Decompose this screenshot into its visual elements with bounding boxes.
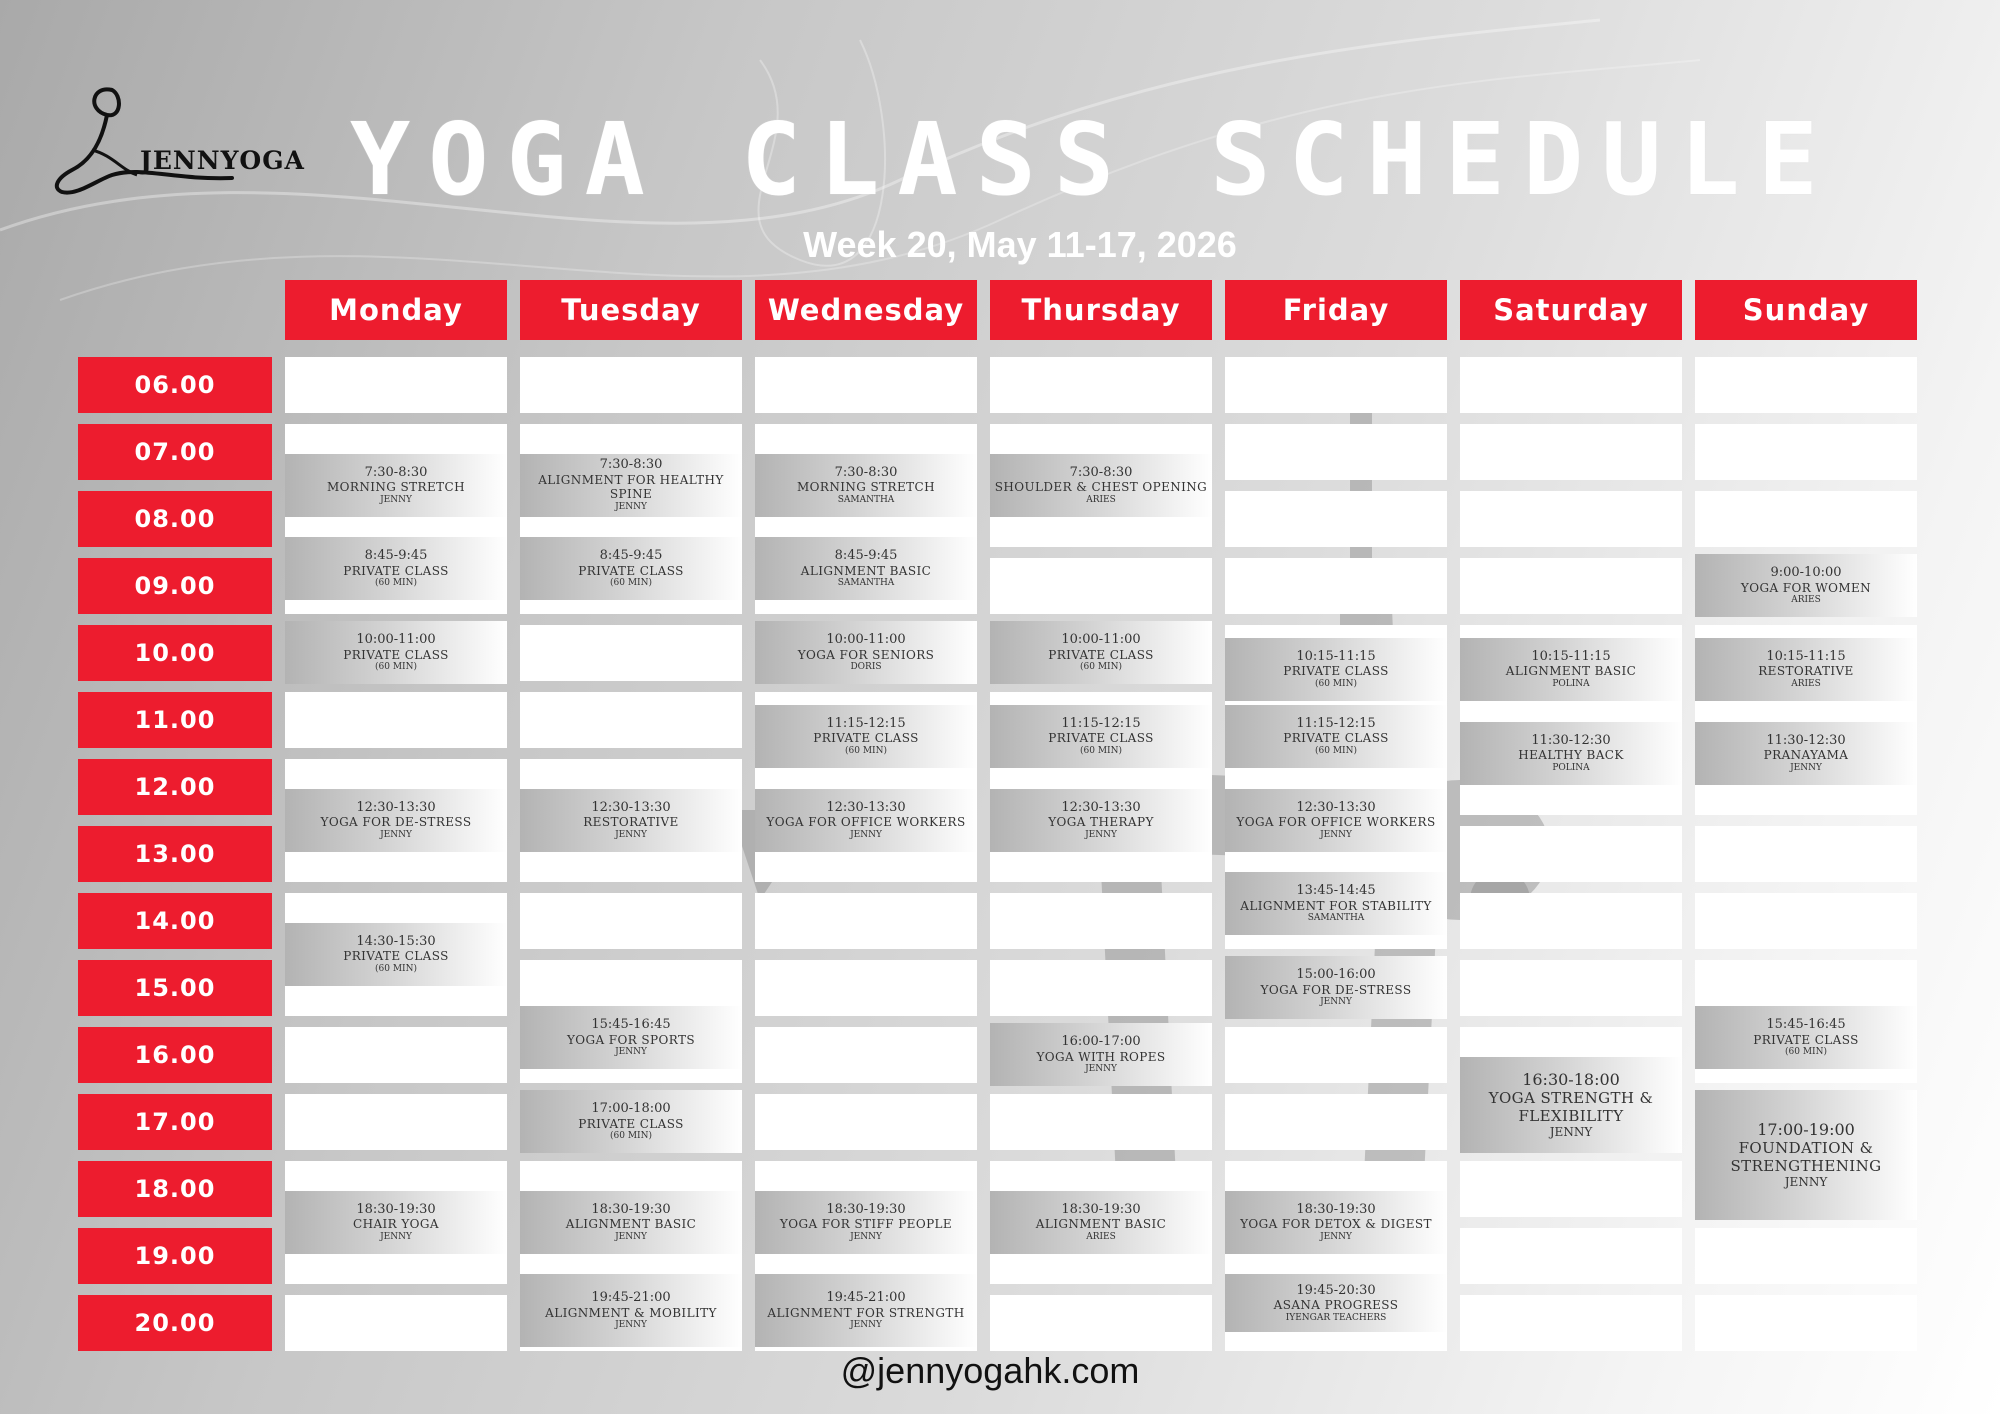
schedule-cell (1695, 893, 1917, 949)
time-label: 10.00 (78, 625, 272, 681)
class-name: PRIVATE CLASS (1048, 731, 1154, 746)
class-name: YOGA FOR STIFF PEOPLE (779, 1217, 953, 1232)
class-time: 10:15-11:15 (1766, 648, 1846, 664)
time-label: 06.00 (78, 357, 272, 413)
class-detail: JENNY (615, 1231, 647, 1242)
class-time: 15:45-16:45 (591, 1017, 671, 1033)
schedule-cell (1695, 1295, 1917, 1351)
class-block[interactable] (1225, 638, 1447, 701)
schedule-cell (755, 1027, 977, 1083)
class-detail: SAMANTHA (837, 494, 895, 505)
schedule-cell (285, 357, 507, 413)
class-time: 19:45-21:00 (826, 1290, 906, 1306)
class-time: 10:15-11:15 (1531, 648, 1611, 664)
class-block[interactable] (755, 621, 977, 684)
class-time: 8:45-9:45 (599, 548, 663, 564)
class-name: PRIVATE CLASS (1283, 731, 1389, 746)
class-block[interactable] (520, 537, 742, 600)
class-name: YOGA THERAPY (1048, 815, 1154, 830)
class-name: RESTORATIVE (1758, 664, 1854, 679)
class-time: 9:00-10:00 (1770, 565, 1842, 581)
class-name: PRANAYAMA (1763, 748, 1849, 763)
class-detail: JENNY (380, 829, 412, 840)
class-block[interactable] (1695, 554, 1917, 617)
schedule-cell (1225, 424, 1447, 480)
class-block[interactable] (1695, 1090, 1917, 1220)
class-time: 15:00-16:00 (1296, 967, 1376, 983)
class-block[interactable] (285, 923, 507, 986)
time-label: 09.00 (78, 558, 272, 614)
class-detail: JENNY (850, 1320, 882, 1331)
schedule-cell (285, 1027, 507, 1083)
schedule-cell (1460, 424, 1682, 480)
class-detail: JENNY (615, 1047, 647, 1058)
class-detail: ARIES (1791, 678, 1821, 689)
class-detail: JENNY (1549, 1125, 1593, 1140)
class-time: 12:30-13:30 (356, 799, 436, 815)
class-detail: JENNY (380, 1231, 412, 1242)
class-time: 10:15-11:15 (1296, 648, 1376, 664)
class-name: YOGA FOR DETOX & DIGEST (1240, 1217, 1432, 1232)
class-time: 17:00-19:00 (1757, 1120, 1855, 1140)
time-label: 15.00 (78, 960, 272, 1016)
schedule-cell (755, 1094, 977, 1150)
class-name: PRIVATE CLASS (578, 1116, 684, 1131)
class-time: 12:30-13:30 (591, 799, 671, 815)
class-name: MORNING STRETCH (327, 480, 465, 495)
class-name: ALIGNMENT FOR STRENGTH (767, 1305, 965, 1320)
page-title: YOGA CLASS SCHEDULE (350, 101, 1836, 218)
schedule-cell (1460, 491, 1682, 547)
class-time: 10:00-11:00 (826, 632, 906, 648)
time-label: 19.00 (78, 1228, 272, 1284)
class-block[interactable] (1695, 1006, 1917, 1069)
class-name: MORNING STRETCH (797, 480, 935, 495)
time-label: 16.00 (78, 1027, 272, 1083)
class-detail: (60 MIN) (845, 745, 887, 756)
class-time: 8:45-9:45 (834, 548, 898, 564)
class-name: YOGA FOR SPORTS (566, 1032, 696, 1047)
class-detail: JENNY (1085, 829, 1117, 840)
schedule-cell (1460, 357, 1682, 413)
schedule-cell (1460, 960, 1682, 1016)
class-name: YOGA FOR WOMEN (1740, 580, 1872, 595)
class-time: 12:30-13:30 (1296, 799, 1376, 815)
class-detail: (60 MIN) (1080, 662, 1122, 673)
class-name: PRIVATE CLASS (1283, 664, 1389, 679)
class-detail: ARIES (1086, 494, 1116, 505)
class-name: FOUNDATION & STRENGTHENING (1730, 1139, 1882, 1176)
class-detail: SAMANTHA (837, 578, 895, 589)
class-block[interactable] (1695, 638, 1917, 701)
schedule-cell (285, 692, 507, 748)
class-block[interactable] (520, 1191, 742, 1254)
class-detail: IYENGAR TEACHERS (1285, 1312, 1387, 1323)
class-time: 16:00-17:00 (1061, 1034, 1141, 1050)
day-header-friday: Friday (1225, 280, 1447, 340)
class-detail: (60 MIN) (1785, 1047, 1827, 1058)
class-name: ASANA PROGRESS (1273, 1298, 1399, 1313)
class-time: 18:30-19:30 (356, 1201, 436, 1217)
schedule-cell (520, 893, 742, 949)
class-name: CHAIR YOGA (353, 1217, 439, 1232)
class-detail: JENNY (615, 501, 647, 512)
day-header-thursday: Thursday (990, 280, 1212, 340)
class-name: YOGA WITH ROPES (1036, 1049, 1166, 1064)
schedule-cell (755, 960, 977, 1016)
class-detail: (60 MIN) (1315, 745, 1357, 756)
class-block[interactable] (1225, 956, 1447, 1019)
class-time: 7:30-8:30 (599, 457, 663, 473)
class-time: 13:45-14:45 (1296, 883, 1376, 899)
class-block[interactable] (990, 1023, 1212, 1086)
class-name: PRIVATE CLASS (578, 563, 684, 578)
class-block[interactable] (1460, 722, 1682, 785)
schedule-cell (1225, 558, 1447, 614)
schedule-cell (1225, 1027, 1447, 1083)
class-block[interactable] (755, 705, 977, 768)
schedule-cell (990, 1295, 1212, 1351)
class-name: PRIVATE CLASS (343, 563, 449, 578)
class-detail: (60 MIN) (610, 1131, 652, 1142)
class-time: 17:00-18:00 (591, 1101, 671, 1117)
logo-text: JENNYOGA (140, 146, 305, 175)
class-time: 11:30-12:30 (1766, 732, 1846, 748)
class-name: PRIVATE CLASS (1753, 1032, 1859, 1047)
class-block[interactable] (520, 1006, 742, 1069)
schedule-cell (1225, 357, 1447, 413)
class-name: PRIVATE CLASS (813, 731, 919, 746)
schedule-cell (1695, 826, 1917, 882)
schedule-cell (755, 357, 977, 413)
class-block[interactable] (1225, 705, 1447, 768)
class-block[interactable] (1225, 872, 1447, 935)
class-detail: (60 MIN) (375, 963, 417, 974)
time-label: 13.00 (78, 826, 272, 882)
class-time: 11:30-12:30 (1531, 732, 1611, 748)
class-time: 10:00-11:00 (356, 632, 436, 648)
class-time: 18:30-19:30 (826, 1201, 906, 1217)
class-name: YOGA FOR OFFICE WORKERS (1236, 815, 1436, 830)
class-block[interactable] (755, 454, 977, 517)
time-label: 18.00 (78, 1161, 272, 1217)
class-detail: (60 MIN) (610, 578, 652, 589)
class-block[interactable] (1460, 1057, 1682, 1154)
class-name: YOGA FOR DE-STRESS (320, 815, 472, 830)
schedule-cell (1460, 1295, 1682, 1351)
time-label: 17.00 (78, 1094, 272, 1150)
class-detail: (60 MIN) (375, 662, 417, 673)
class-detail: JENNY (1790, 762, 1822, 773)
class-name: YOGA FOR OFFICE WORKERS (766, 815, 966, 830)
schedule-cell (990, 558, 1212, 614)
schedule-cell (1460, 826, 1682, 882)
class-block[interactable] (755, 1274, 977, 1347)
schedule-cell (1695, 1228, 1917, 1284)
class-time: 19:45-20:30 (1296, 1282, 1376, 1298)
time-label: 12.00 (78, 759, 272, 815)
class-detail: (60 MIN) (1080, 745, 1122, 756)
class-name: ALIGNMENT BASIC (1505, 664, 1637, 679)
day-header-saturday: Saturday (1460, 280, 1682, 340)
schedule-cell (1460, 893, 1682, 949)
class-detail: DORIS (850, 662, 882, 673)
class-detail: (60 MIN) (375, 578, 417, 589)
schedule-cell (285, 1094, 507, 1150)
class-name: SHOULDER & CHEST OPENING (994, 480, 1208, 495)
class-name: ALIGNMENT BASIC (565, 1217, 697, 1232)
class-block[interactable] (520, 1274, 742, 1347)
class-time: 7:30-8:30 (1069, 464, 1133, 480)
class-name: HEALTHY BACK (1518, 748, 1624, 763)
class-detail: JENNY (1085, 1064, 1117, 1075)
class-block[interactable] (285, 621, 507, 684)
class-block[interactable] (755, 537, 977, 600)
class-name: PRIVATE CLASS (343, 647, 449, 662)
class-block[interactable] (990, 705, 1212, 768)
class-name: PRIVATE CLASS (1048, 647, 1154, 662)
class-time: 8:45-9:45 (364, 548, 428, 564)
class-detail: POLINA (1552, 762, 1590, 773)
class-time: 18:30-19:30 (1061, 1201, 1141, 1217)
schedule-cell (1225, 1094, 1447, 1150)
class-block[interactable] (1695, 722, 1917, 785)
day-header-tuesday: Tuesday (520, 280, 742, 340)
class-time: 14:30-15:30 (356, 933, 436, 949)
class-detail: JENNY (380, 494, 412, 505)
class-name: YOGA FOR SENIORS (797, 647, 935, 662)
class-name: ALIGNMENT BASIC (1035, 1217, 1167, 1232)
class-time: 15:45-16:45 (1766, 1017, 1846, 1033)
schedule-cell (285, 1295, 507, 1351)
class-detail: JENNY (615, 1320, 647, 1331)
class-block[interactable] (990, 454, 1212, 517)
day-header-monday: Monday (285, 280, 507, 340)
week-subtitle: Week 20, May 11-17, 2026 (803, 224, 1237, 265)
class-detail: SAMANTHA (1307, 913, 1365, 924)
schedule-cell (990, 357, 1212, 413)
class-block[interactable] (520, 1090, 742, 1153)
class-time: 18:30-19:30 (1296, 1201, 1376, 1217)
day-header-wednesday: Wednesday (755, 280, 977, 340)
class-block[interactable] (755, 789, 977, 852)
schedule-cell (1460, 558, 1682, 614)
class-name: PRIVATE CLASS (343, 949, 449, 964)
class-time: 19:45-21:00 (591, 1290, 671, 1306)
class-detail: (60 MIN) (1315, 678, 1357, 689)
class-name: ALIGNMENT BASIC (800, 563, 932, 578)
class-detail: POLINA (1552, 678, 1590, 689)
schedule-cell (990, 1094, 1212, 1150)
schedule-cell (520, 357, 742, 413)
schedule-cell (520, 692, 742, 748)
schedule-cell (1460, 1161, 1682, 1217)
schedule-cell (1695, 491, 1917, 547)
time-label: 08.00 (78, 491, 272, 547)
class-time: 11:15-12:15 (1296, 715, 1376, 731)
class-time: 12:30-13:30 (1061, 799, 1141, 815)
class-time: 11:15-12:15 (1061, 715, 1141, 731)
class-name: ALIGNMENT FOR HEALTHY SPINE (538, 473, 724, 502)
class-time: 10:00-11:00 (1061, 632, 1141, 648)
class-block[interactable] (285, 454, 507, 517)
class-detail: JENNY (850, 1231, 882, 1242)
time-label: 14.00 (78, 893, 272, 949)
schedule-cell (755, 893, 977, 949)
day-header-sunday: Sunday (1695, 280, 1917, 340)
class-detail: JENNY (1320, 1231, 1352, 1242)
class-detail: JENNY (1784, 1175, 1828, 1190)
class-detail: JENNY (1320, 829, 1352, 840)
class-name: RESTORATIVE (583, 815, 679, 830)
schedule-cell (990, 893, 1212, 949)
class-time: 7:30-8:30 (364, 464, 428, 480)
class-block[interactable] (990, 789, 1212, 852)
class-block[interactable] (755, 1191, 977, 1254)
time-label: 11.00 (78, 692, 272, 748)
class-block[interactable] (520, 454, 742, 517)
class-time: 18:30-19:30 (591, 1201, 671, 1217)
class-block[interactable] (285, 1191, 507, 1254)
website-handle[interactable]: @jennyogahk.com (840, 1350, 1140, 1391)
class-block[interactable] (1225, 789, 1447, 852)
schedule-cell (1225, 491, 1447, 547)
class-name: YOGA STRENGTH & FLEXIBILITY (1488, 1089, 1654, 1126)
time-label: 20.00 (78, 1295, 272, 1351)
class-detail: ARIES (1086, 1231, 1116, 1242)
time-label: 07.00 (78, 424, 272, 480)
schedule-cell (520, 625, 742, 681)
schedule-cell (1695, 357, 1917, 413)
class-block[interactable] (285, 537, 507, 600)
class-block[interactable] (1460, 638, 1682, 701)
class-block[interactable] (990, 1191, 1212, 1254)
class-detail: ARIES (1791, 595, 1821, 606)
class-time: 16:30-18:00 (1522, 1069, 1620, 1089)
class-time: 12:30-13:30 (826, 799, 906, 815)
class-name: YOGA FOR DE-STRESS (1260, 982, 1412, 997)
class-block[interactable] (520, 789, 742, 852)
class-name: ALIGNMENT & MOBILITY (545, 1305, 717, 1320)
class-detail: JENNY (850, 829, 882, 840)
class-block[interactable] (285, 789, 507, 852)
schedule-cell (990, 960, 1212, 1016)
class-detail: JENNY (1320, 997, 1352, 1008)
class-time: 7:30-8:30 (834, 464, 898, 480)
schedule-cell (1695, 424, 1917, 480)
schedule-cell (1460, 1228, 1682, 1284)
class-block[interactable] (1225, 1274, 1447, 1332)
jennyoga-logo (52, 80, 302, 200)
class-block[interactable] (1225, 1191, 1447, 1254)
class-name: ALIGNMENT FOR STABILITY (1240, 898, 1432, 913)
class-time: 11:15-12:15 (826, 715, 906, 731)
class-block[interactable] (990, 621, 1212, 684)
class-detail: JENNY (615, 829, 647, 840)
